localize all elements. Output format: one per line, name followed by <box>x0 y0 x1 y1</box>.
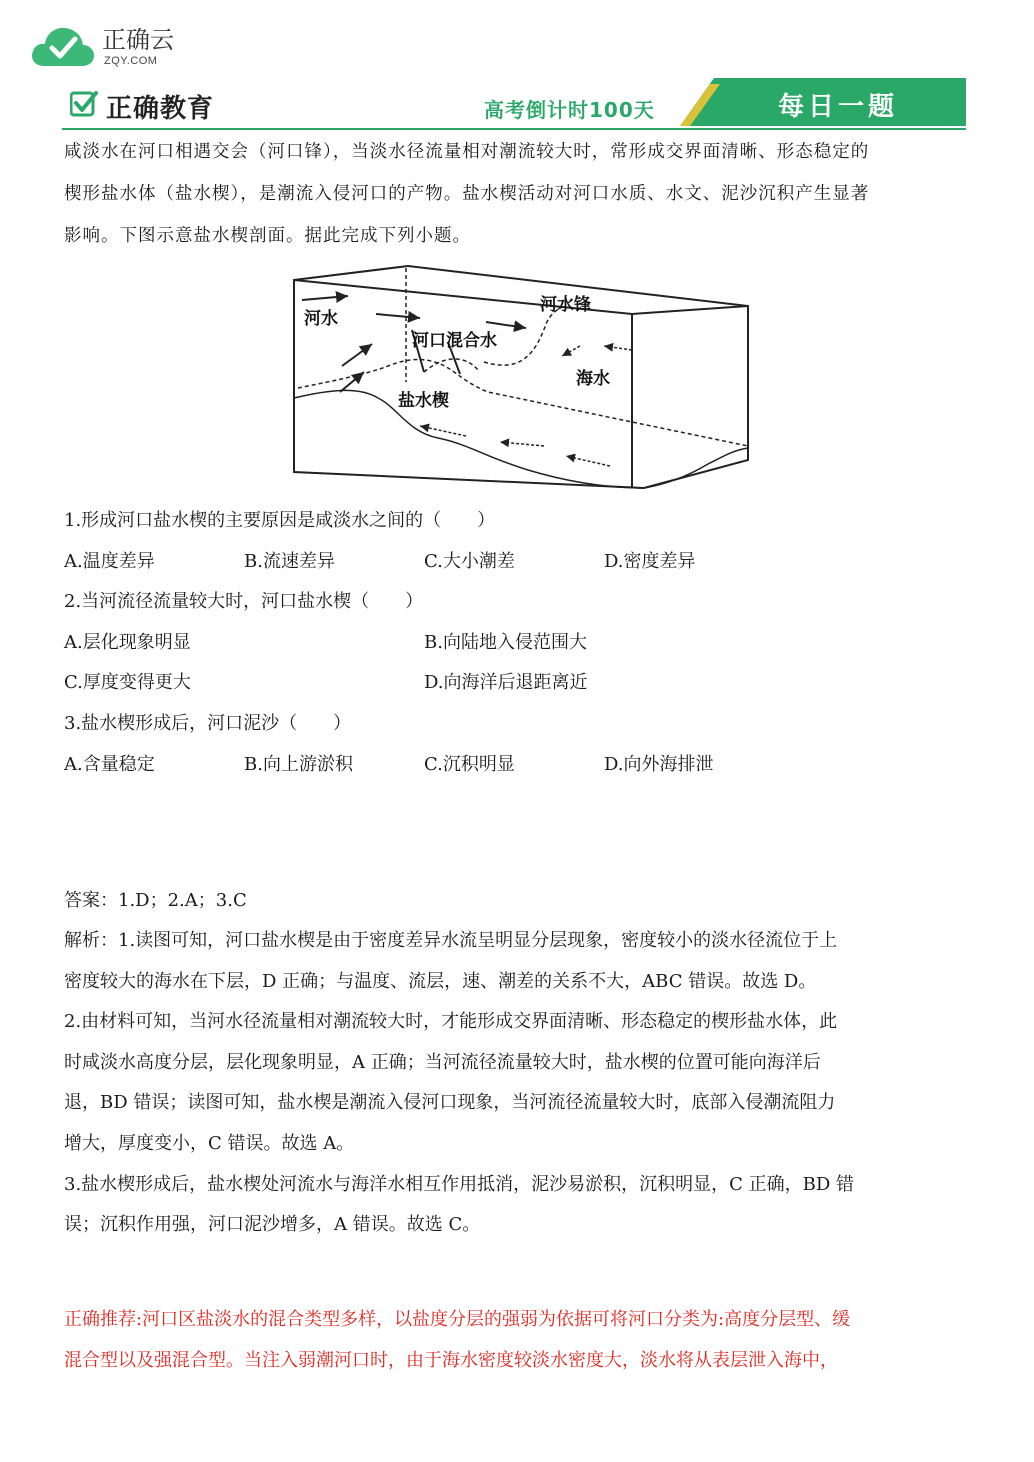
analysis-line: 时咸淡水高度分层，层化现象明显，A 正确；当河流径流量较大时，盐水楔的位置可能向海洋后 <box>64 1052 821 1073</box>
answer-line: 答案：1.D；2.A；3.C <box>64 890 247 911</box>
q1-option-d: D.密度差异 <box>604 551 696 572</box>
intro-line: 楔形盐水体（盐水楔），是潮流入侵河口的产物。盐水楔活动对河口水质、水文、泥沙沉积产生显著 <box>64 184 870 204</box>
q1-option-b: B.流速差异 <box>244 551 335 572</box>
cloud-logo-icon <box>30 22 96 68</box>
q2-option-b: B.向陆地入侵范围大 <box>424 632 587 653</box>
q2-option-a: A.层化现象明显 <box>64 632 191 653</box>
checkbox-logo-icon <box>70 90 98 118</box>
question-3-stem: 3.盐水楔形成后，河口泥沙（ ） <box>64 713 352 734</box>
q3-option-c: C.沉积明显 <box>424 754 515 775</box>
q2-option-d: D.向海洋后退距离近 <box>424 672 588 693</box>
analysis-line: 3.盐水楔形成后，盐水楔处河流水与海洋水相互作用抵消，泥沙易淤积，沉积明显，C 正确，BD 错 <box>64 1174 855 1195</box>
analysis-line: 退，BD 错误；读图可知，盐水楔是潮流入侵河口现象，当河流径流量较大时，底部入侵潮流阻力 <box>64 1092 836 1113</box>
countdown-text: 高考倒计时100天 <box>484 98 655 122</box>
intro-line: 咸淡水在河口相遇交会（河口锋），当淡水径流量相对潮流较大时，常形成交界面清晰、形态稳定的 <box>64 142 870 162</box>
analysis-line: 密度较大的海水在下层，D 正确；与温度、流层，速、潮差的关系不大，ABC 错误。故选 D。 <box>64 971 817 992</box>
header-divider <box>62 128 966 130</box>
q3-option-a: A.含量稳定 <box>64 754 155 775</box>
q2-option-c: C.厚度变得更大 <box>64 672 191 693</box>
banner-title: 每日一题 <box>778 92 899 122</box>
question-2-stem: 2.当河流径流量较大时，河口盐水楔（ ） <box>64 591 424 612</box>
label-sea: 海水 <box>576 369 610 389</box>
label-front: 河水锋 <box>540 295 591 315</box>
label-wedge: 盐水楔 <box>398 391 449 411</box>
label-river: 河水 <box>304 309 338 329</box>
q3-option-d: D.向外海排泄 <box>604 754 714 775</box>
analysis-line: 增大，厚度变小，C 错误。故选 A。 <box>64 1133 355 1154</box>
intro-paragraph <box>64 131 968 257</box>
recommend-line: 正确推荐:河口区盐淡水的混合类型多样，以盐度分层的强弱为依据可将河口分类为:高度分层型、缓 <box>64 1309 851 1330</box>
recommend-line: 混合型以及强混合型。当注入弱潮河口时，由于海水密度较淡水密度大，淡水将从表层泄入海中， <box>64 1350 838 1371</box>
analysis-line: 误；沉积作用强，河口泥沙增多，A 错误。故选 C。 <box>64 1214 481 1235</box>
intro-line: 影响。下图示意盐水楔剖面。据此完成下列小题。 <box>64 226 471 246</box>
logo-subtext: ZQY.COM <box>104 55 158 67</box>
analysis-line: 2.由材料可知，当河水径流量相对潮流较大时，才能形成交界面清晰、形态稳定的楔形盐水体，此 <box>64 1011 838 1032</box>
q1-option-c: C.大小潮差 <box>424 551 515 572</box>
label-mix: 河口混合水 <box>412 331 497 351</box>
logo-text: 正确云 <box>102 26 174 54</box>
question-1-stem: 1.形成河口盐水楔的主要原因是咸淡水之间的（ ） <box>64 510 496 531</box>
q1-option-a: A.温度差异 <box>64 551 155 572</box>
analysis-line: 解析：1.读图可知，河口盐水楔是由于密度差异水流呈明显分层现象，密度较小的淡水径流位于上 <box>64 930 838 951</box>
brand-name: 正确教育 <box>106 94 215 124</box>
salt-wedge-diagram <box>288 262 758 494</box>
q3-option-b: B.向上游淤积 <box>244 754 353 775</box>
